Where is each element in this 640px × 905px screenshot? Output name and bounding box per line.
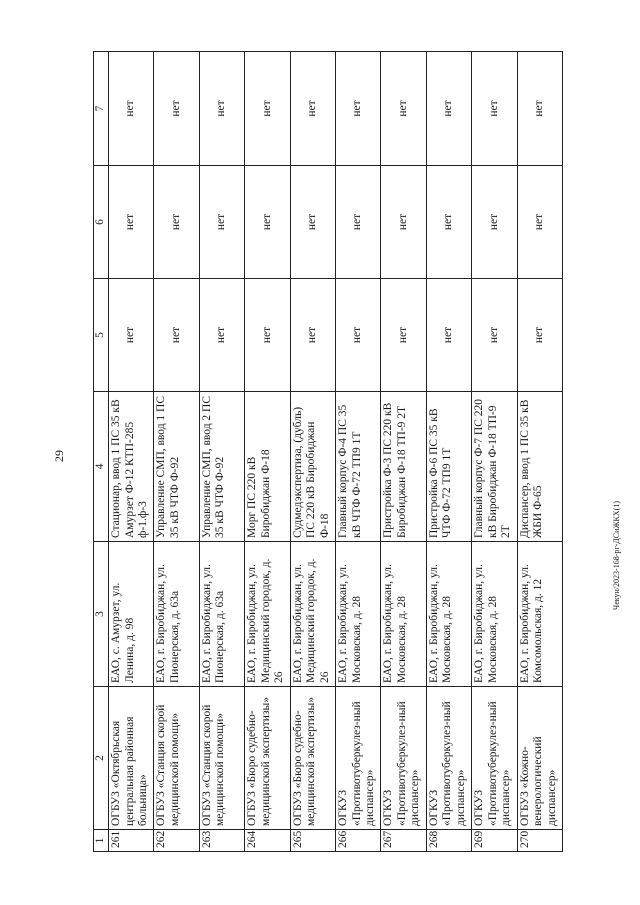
address: ЕАО, г. Биробиджан, ул. Пионерская, д. 63а — [199, 542, 244, 687]
organization-name: ОГКУЗ «Противотуберкулез-ный диспансер» — [426, 687, 471, 830]
address: ЕАО, г. Биробиджан, ул. Московская, д. 28 — [426, 542, 471, 687]
cell-col6: нет — [109, 166, 154, 279]
table-row — [335, 52, 380, 852]
organization-name: ОГБУЗ «Кожно-венерологический диспансер» — [517, 687, 562, 830]
table-row — [381, 52, 426, 852]
cell-col5: нет — [290, 279, 335, 392]
column-header: 3 — [94, 542, 109, 687]
cell-col6: нет — [381, 166, 426, 279]
table-row — [154, 52, 199, 852]
power-supply: Главный корпус Ф-4 ПС 35 кВ ЧТФ Ф-72 ТП9 1Т — [335, 392, 380, 542]
address: ЕАО, г. Биробиджан, ул. Медицинский городок, д. 26 — [290, 542, 335, 687]
organization-name: ОГКУЗ «Противотуберкулез-ный диспансер» — [335, 687, 380, 830]
power-supply: Судмедэкспертиза, (дубль) ПС 220 кВ Биробиджан Ф-18 — [290, 392, 335, 542]
cell-col5: нет — [517, 279, 562, 392]
cell-col7: нет — [199, 52, 244, 166]
row-number: 261 — [109, 830, 154, 852]
cell-col7: нет — [381, 52, 426, 166]
cell-col5: нет — [426, 279, 471, 392]
cell-col7: нет — [335, 52, 380, 166]
cell-col7: нет — [426, 52, 471, 166]
row-number: 270 — [517, 830, 562, 852]
organization-name: ОГБУЗ «Октябрьская центральная районная больница» — [109, 687, 154, 830]
address: ЕАО, г. Биробиджан, ул. Комсомольская, д. 12 — [517, 542, 562, 687]
row-number: 269 — [472, 830, 517, 852]
address: ЕАО, г. Биробиджан, ул. Московская, д. 28 — [381, 542, 426, 687]
address: ЕАО, г. Биробиджан, ул. Медицинский городок, д. 26 — [245, 542, 290, 687]
address: ЕАО, г. Биробиджан, ул. Пионерская, д. 63а — [154, 542, 199, 687]
column-header: 4 — [94, 392, 109, 542]
row-number: 268 — [426, 830, 471, 852]
power-supply: Пристройка Ф-3 ПС 220 кВ Биробиджан Ф-18 ТП-9 2Т — [381, 392, 426, 542]
row-number: 267 — [381, 830, 426, 852]
cell-col5: нет — [335, 279, 380, 392]
address: ЕАО, с. Амурзет, ул. Ленина, д. 98 — [109, 542, 154, 687]
table-row — [472, 52, 517, 852]
cell-col6: нет — [426, 166, 471, 279]
table-row — [199, 52, 244, 852]
column-header: 5 — [94, 279, 109, 392]
table-row — [245, 52, 290, 852]
cell-col7: нет — [290, 52, 335, 166]
cell-col7: нет — [245, 52, 290, 166]
cell-col7: нет — [154, 52, 199, 166]
power-supply: Управление СМП, ввод 2 ПС 35 кВ ЧТФ Ф-92 — [199, 392, 244, 542]
cell-col7: нет — [109, 52, 154, 166]
power-supply: Диспансер, ввод 1 ПС 35 кВ ЖБИ Ф-65 — [517, 392, 562, 542]
row-number: 263 — [199, 830, 244, 852]
cell-col5: нет — [245, 279, 290, 392]
cell-col5: нет — [472, 279, 517, 392]
cell-col6: нет — [290, 166, 335, 279]
header-row — [94, 52, 109, 852]
cell-col6: нет — [472, 166, 517, 279]
page-number: 29 — [52, 450, 66, 462]
organization-name: ОГБУЗ «Бюро судебно-медицинской экспертизы» — [290, 687, 335, 830]
row-number: 266 — [335, 830, 380, 852]
row-number: 265 — [290, 830, 335, 852]
row-number: 262 — [154, 830, 199, 852]
cell-col6: нет — [154, 166, 199, 279]
row-number: 264 — [245, 830, 290, 852]
organization-name: ОГБУЗ «Станция скорой медицинской помощи» — [199, 687, 244, 830]
address: ЕАО, г. Биробиджан, ул. Московская, д. 28 — [335, 542, 380, 687]
rotated-table-container — [93, 52, 563, 852]
power-supply: Управление СМП, ввод 1 ПС 35 кВ ЧТФ Ф-92 — [154, 392, 199, 542]
organization-name: ОГБУЗ «Станция скорой медицинской помощи» — [154, 687, 199, 830]
power-supply: Главный корпус Ф-7 ПС 220 кВ Биробиджан Ф-18 ТП-9 2Т — [472, 392, 517, 542]
cell-col5: нет — [109, 279, 154, 392]
cell-col6: нет — [335, 166, 380, 279]
organization-name: ОГКУЗ «Противотуберкулез-ный диспансер» — [381, 687, 426, 830]
cell-col7: нет — [472, 52, 517, 166]
column-header: 2 — [94, 687, 109, 830]
document-footer-code: Чекун/2023-168-рг-ДСиЖКХ(1) — [612, 501, 621, 610]
column-header: 1 — [94, 830, 109, 852]
data-table — [93, 51, 563, 852]
address: ЕАО, г. Биробиджан, ул. Московская, д. 28 — [472, 542, 517, 687]
column-header: 7 — [94, 52, 109, 166]
table-row — [517, 52, 562, 852]
table-row — [426, 52, 471, 852]
column-header: 6 — [94, 166, 109, 279]
cell-col7: нет — [517, 52, 562, 166]
power-supply: Пристройка Ф-6 ПС 35 кВ ЧТФ Ф-72 ТП9 1Т — [426, 392, 471, 542]
organization-name: ОГКУЗ «Противотуберкулез-ный диспансер» — [472, 687, 517, 830]
cell-col5: нет — [154, 279, 199, 392]
table-row — [109, 52, 154, 852]
cell-col6: нет — [199, 166, 244, 279]
table-row — [290, 52, 335, 852]
power-supply: Стационар, ввод 1 ПС 35 кВ Амурзет Ф-12 КТП-285 ф-1.ф-3 — [109, 392, 154, 542]
power-supply: Морг ПС 220 кВ Биробиджан Ф-18 — [245, 392, 290, 542]
cell-col5: нет — [381, 279, 426, 392]
organization-name: ОГБУЗ «Бюро судебно-медицинской экспертизы» — [245, 687, 290, 830]
cell-col6: нет — [245, 166, 290, 279]
cell-col5: нет — [199, 279, 244, 392]
cell-col6: нет — [517, 166, 562, 279]
